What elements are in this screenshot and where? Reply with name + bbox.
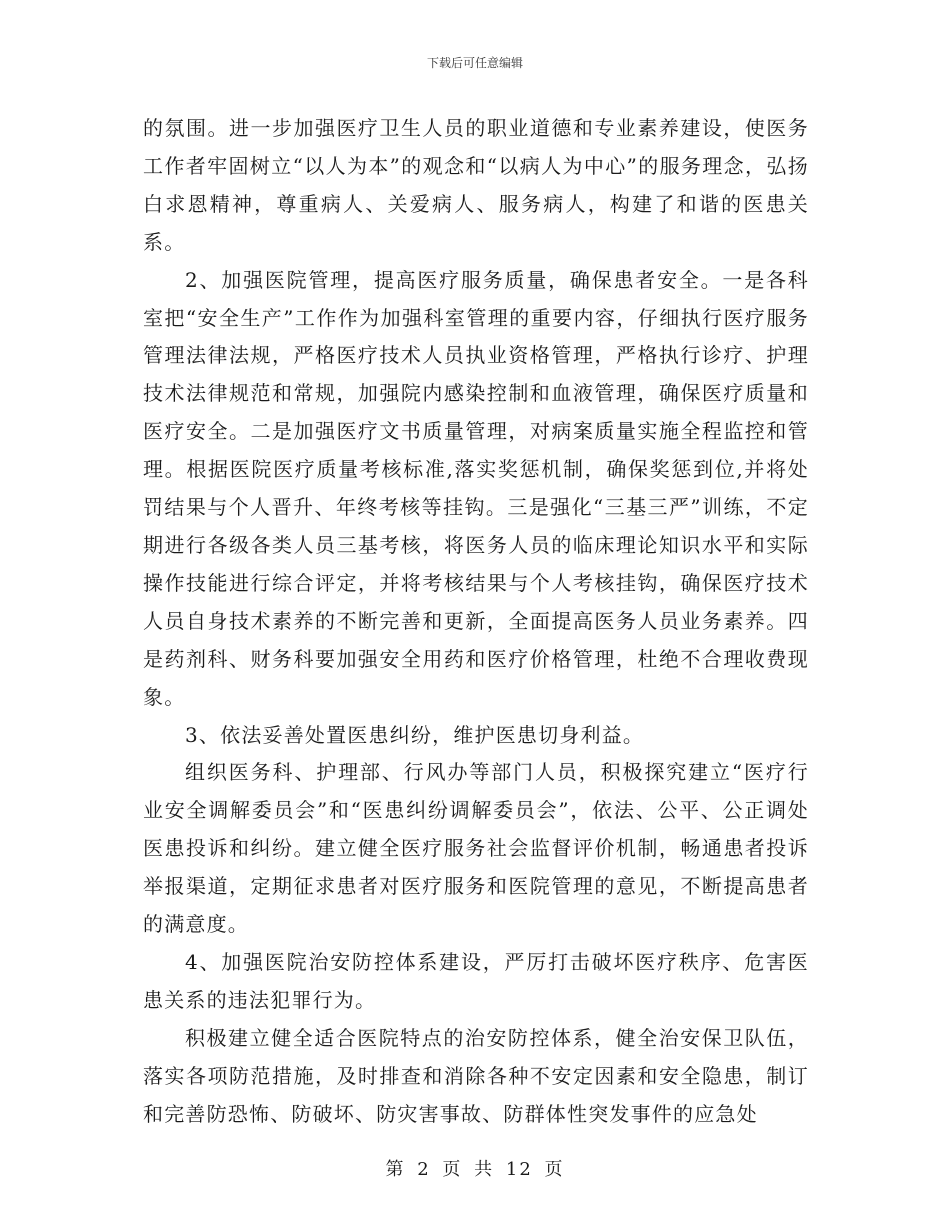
footer-total-word: 共: [474, 1159, 495, 1180]
footer-page-word: 页: [442, 1159, 463, 1180]
paragraph-section-4-heading: 4、加强医院治安防控体系建设，严厉打击破坏医疗秩序、危害医患关系的违法犯罪行为。: [143, 949, 809, 1012]
paragraph-section-2: 2、加强医院管理，提高医疗服务质量，确保患者安全。一是各科室把“安全生产”工作作为加强科室管理的重要内容，仔细执行医疗服务管理法律法规，严格医疗技术人员执业资格管理，严格执行诊疗、护理技术法律规范和常规，加强院内感染控制和血液管理，确保医疗质量和医疗安全。二是加强医疗文书质量管理，对病案质量实施全程监控和管理。根据医院医疗质量考核标准,落实奖惩机制，确保奖惩到位,并将处罚结果与个人晋升、年终考核等挂钩。三是强化“三基三严”训练，不定期进行各级各类人员三基考核，将医务人员的临床理论知识水平和实际操作技能进行综合评定，并将考核结果与个人考核挂钩，确保医疗技术人员自身技术素养的不断完善和更新，全面提高医务人员业务素养。四是药剂科、财务科要加强安全用药和医疗价格管理，杜绝不合理收费现象。: [143, 267, 809, 709]
document-body: [143, 110, 809, 1133]
footer-page-number: 2: [417, 1159, 431, 1180]
paragraph-section-4-body: 积极建立健全适合医院特点的治安防控体系，健全治安保卫队伍，落实各项防范措施，及时排查和消除各种不安定因素和安全隐患，制订和完善防恐怖、防破坏、防灾害事故、防群体性突发事件的应急处: [143, 1025, 809, 1126]
paragraph-continuation: 的氛围。进一步加强医疗卫生人员的职业道德和专业素养建设，使医务工作者牢固树立“以人为本”的观念和“以病人为中心”的服务理念，弘扬白求恩精神，尊重病人、关爱病人、服务病人，构建了和谐的医患关系。: [143, 116, 809, 254]
paragraph-section-3-heading: 3、依法妥善处置医患纠纷，维护医患切身利益。: [185, 722, 645, 747]
paragraph-section-3-body: 组织医务科、护理部、行风办等部门人员，积极探究建立“医疗行业安全调解委员会”和“医患纠纷调解委员会”，依法、公平、公正调处医患投诉和纠纷。建立健全医疗服务社会监督评价机制，畅通患者投诉举报渠道，定期征求患者对医疗服务和医院管理的意见，不断提高患者的满意度。: [143, 760, 809, 937]
page-header: 下载后可任意编辑: [426, 56, 523, 70]
footer-prefix: 第: [385, 1159, 406, 1180]
page-footer: [0, 1155, 950, 1181]
footer-total-pages: 12: [505, 1159, 533, 1180]
footer-suffix: 页: [544, 1159, 565, 1180]
